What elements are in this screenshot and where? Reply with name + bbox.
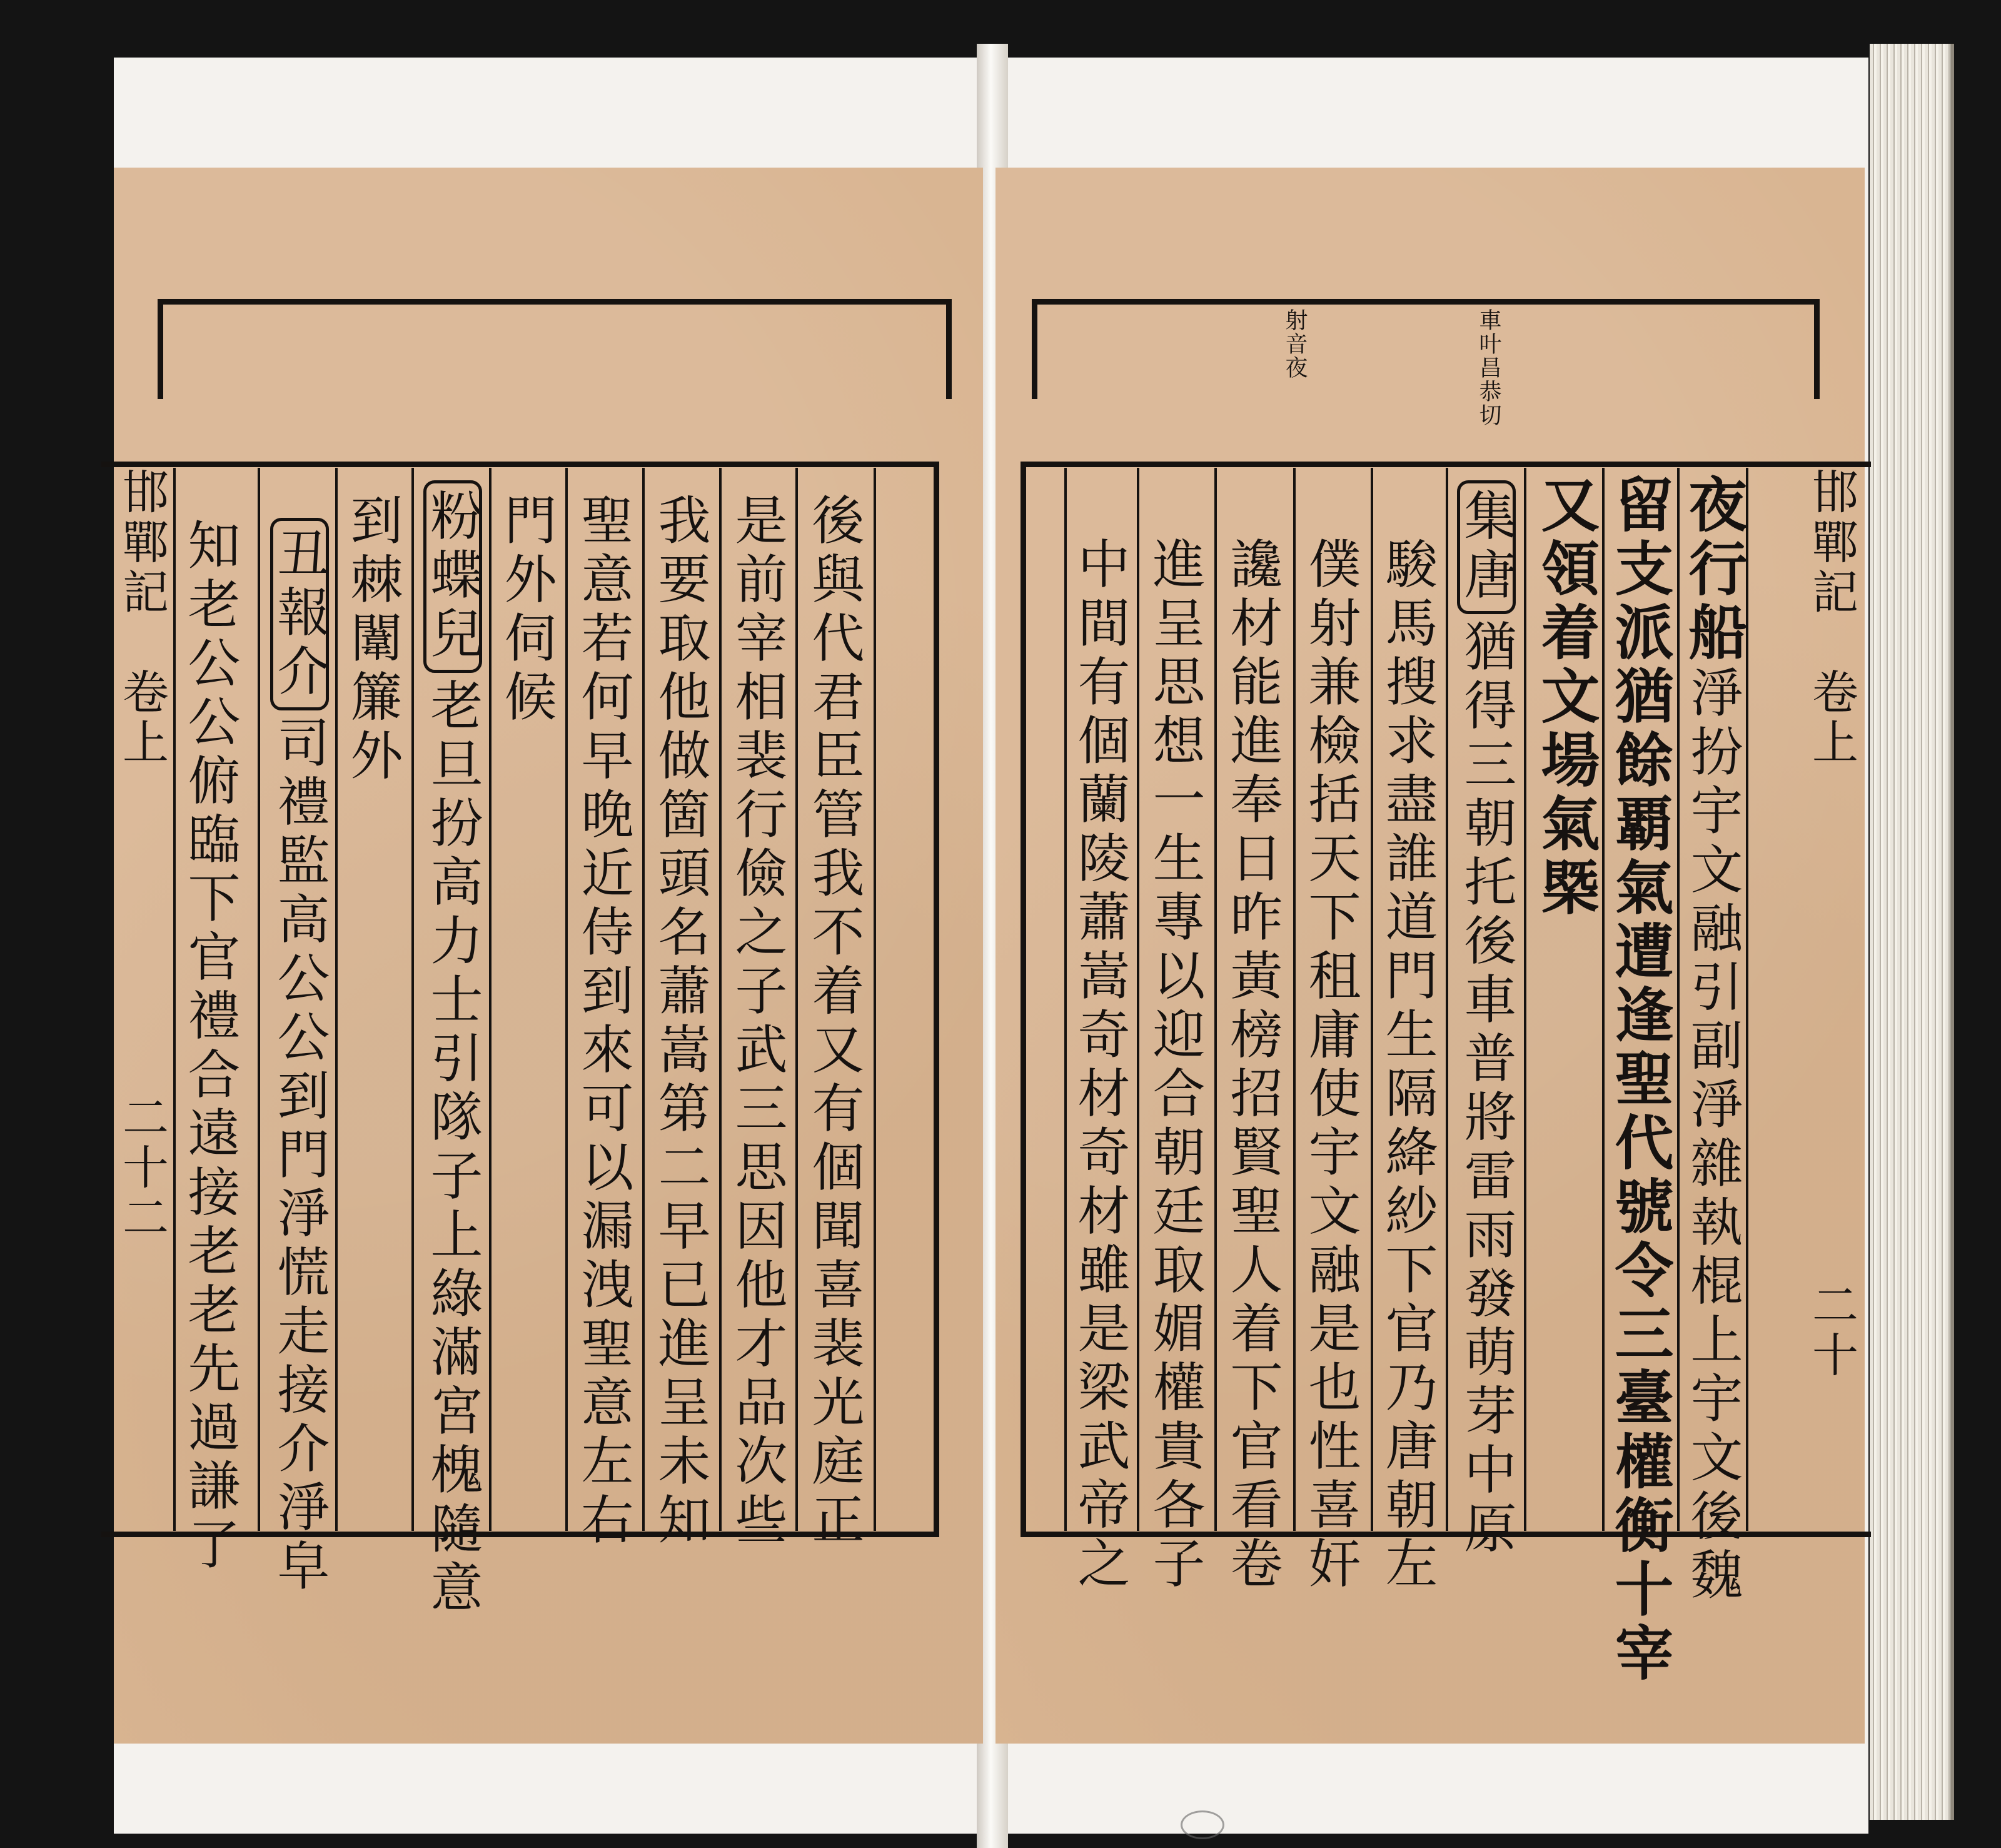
column-rule [489, 468, 491, 1531]
text-column: 駿馬搜求盡誰道門生隔絳紗下官乃唐朝左 [1377, 537, 1438, 1595]
column-rule [1371, 468, 1373, 1531]
column-rule [411, 468, 414, 1531]
column-rule [795, 468, 798, 1531]
text-column: 僕射兼檢括天下租庸使宇文融是也性喜奸 [1300, 537, 1361, 1595]
left-leaf-number: 二十二 [115, 1093, 169, 1243]
right-leaf [995, 168, 1865, 1744]
column-rule [874, 468, 876, 1531]
text-column: 讒材能進奉日昨黃榜招賢聖人着下官看卷 [1222, 537, 1283, 1595]
column-rule [642, 468, 645, 1531]
text-column: 到棘闈簾外 [342, 493, 403, 787]
text-column: 又領着文場氣槩 [1531, 474, 1600, 921]
column-rule [1137, 468, 1139, 1531]
column-rule [1524, 468, 1526, 1531]
right-center-label: 邯鄲記 卷上 [1805, 468, 1858, 768]
text-column: 留支派猶餘覇氣遭逢聖代號令三臺權衡十宰 [1605, 474, 1673, 1686]
column-rule [565, 468, 568, 1531]
text-column: 夜行船淨扮宇文融引副淨雜執棍上宇文後魏 [1678, 474, 1747, 1606]
text-column: 粉蝶兒老旦扮高力士引隊子上綠滿宮槐隨意 [423, 480, 482, 1618]
text-column: 門外伺候 [496, 493, 557, 728]
column-rule [335, 468, 338, 1531]
column-rule [173, 468, 176, 1531]
text-column: 中間有個蘭陵蕭嵩奇材奇材雖是梁武帝之 [1069, 537, 1131, 1595]
left-upper-margin-frame [158, 299, 952, 399]
aria-tag: 粉蝶兒 [423, 480, 482, 673]
stage-direction-tag: 丑報介 [270, 518, 329, 710]
column-rule [1446, 468, 1448, 1531]
page-edges [1870, 44, 1954, 1820]
text-column: 丑報介司禮監高公公到門淨慌走接介淨皁 [270, 518, 329, 1597]
column-rule [1214, 468, 1217, 1531]
right-leaf-number: 二十 [1805, 1281, 1858, 1381]
library-seal [1181, 1810, 1224, 1839]
column-rule [258, 468, 260, 1531]
text-column: 我要取他做箇頭名蕭嵩第二早已進呈未知 [650, 493, 711, 1551]
text-column: 集唐猶得三朝托後車普將雷雨發萌芽中原 [1457, 480, 1516, 1560]
column-rule [1064, 468, 1067, 1531]
pronunciation-note: 射音夜 [1282, 308, 1308, 380]
text-column: 聖意若何早晚近侍到來可以漏洩聖意左右 [573, 493, 634, 1551]
right-upper-margin-frame [1032, 299, 1820, 399]
text-column: 後與代君臣管我不着又有個聞喜裴光庭正 [804, 493, 865, 1551]
text-column: 進呈思想一生專以迎合朝廷取媚權貴各子 [1144, 537, 1206, 1595]
column-rule [1293, 468, 1296, 1531]
left-center-label: 邯鄲記 卷上 [115, 468, 169, 768]
text-column: 是前宰相裴行儉之子武三思因他才品次些 [727, 493, 788, 1551]
left-leaf [114, 168, 983, 1744]
text-column: 知老公公俯臨下官禮合遠接老老先過謙了 [179, 518, 241, 1576]
column-rule [719, 468, 722, 1531]
pronunciation-note: 車叶昌恭切 [1476, 308, 1501, 427]
section-tag: 集唐 [1457, 480, 1516, 614]
